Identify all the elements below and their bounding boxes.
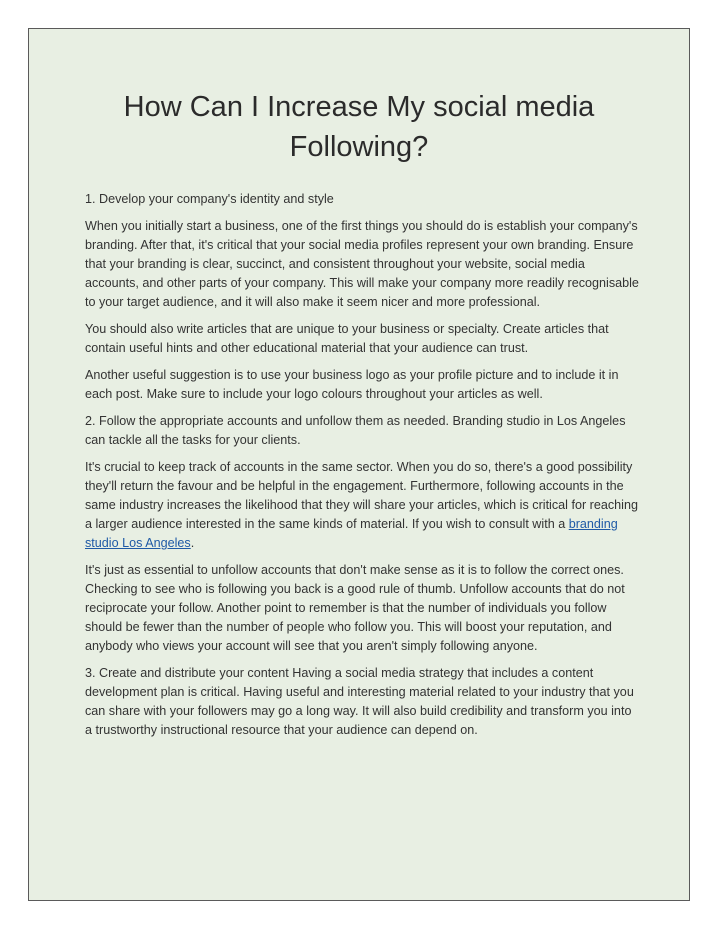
- paragraph-period: .: [190, 536, 195, 550]
- section-heading-follow: 2. Follow the appropriate accounts and unfollow them as needed. Branding studio in Los Angeles can tackle all the tasks for your clients.: [85, 414, 626, 447]
- title-line-2: Following?: [289, 131, 429, 163]
- paragraph-logo: Another useful suggestion is to use your business logo as your profile picture and to include it in each post. Make sure to include your logo colours throughout your articles as well.: [85, 368, 619, 401]
- paragraph-branding: When you initially start a business, one of the first things you should do is establish your company's branding. After that, it's critical that your social media profiles represent your own branding. Ensure that your branding is clear, succinct, and consistent throughout your website, social media accounts, and other parts of your company. This will make your company more readily recognisable to your target audience, and it will also make it seem nicer and more professional.: [85, 219, 639, 309]
- page-title: [29, 87, 689, 167]
- branding-studio-link[interactable]: branding studio Los Angeles: [85, 517, 618, 550]
- section-heading-identity: 1. Develop your company's identity and style: [85, 192, 334, 206]
- paragraph-articles: You should also write articles that are unique to your business or specialty. Create articles that contain useful hints and other educational material that your audience can trust.: [85, 322, 609, 355]
- paragraph-sector-accounts: [85, 458, 641, 553]
- section-heading-content: 3. Create and distribute your content Having a social media strategy that includes a content development plan is critical. Having useful and interesting material related to your industry that you can share with your followers may go a long way. It will also build credibility and transform you into a trustworthy instructional resource that your audience can depend on.: [85, 666, 634, 737]
- title-line-1: How Can I Increase My social media: [123, 91, 595, 123]
- paragraph-text: It's crucial to keep track of accounts in the same sector. When you do so, there's a good possibility they'll return the favour and be helpful in the engagement. Furthermore, following accounts in the same industry increases the likelihood that they will share your articles, which is critical for reaching a larger audience interested in the same kinds of material. If you wish to consult with a: [85, 460, 638, 531]
- paragraph-unfollow: It's just as essential to unfollow accounts that don't make sense as it is to follow the correct ones. Checking to see who is following you back is a good rule of thumb. Unfollow accounts that do not reciprocate your follow. Another point to remember is that the number of individuals you follow should be fewer than the number of people who follow you. This will boost your reputation, and anybody who views your account will see that you aren't simply following anyone.: [85, 563, 625, 653]
- document-body: [85, 190, 641, 748]
- document-page: [28, 28, 690, 901]
